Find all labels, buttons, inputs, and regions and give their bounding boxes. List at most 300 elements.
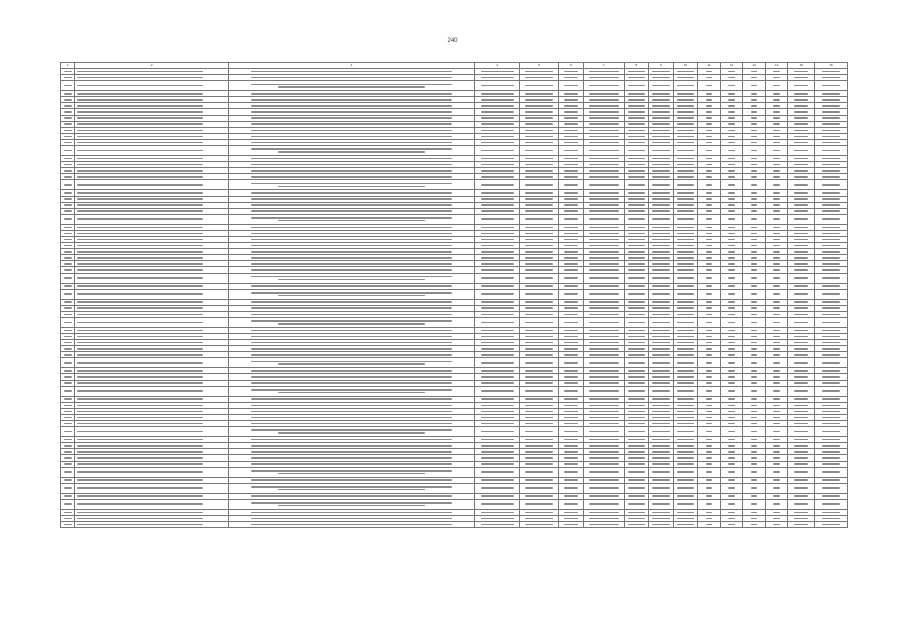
illegible-text-mark — [794, 451, 808, 453]
illegible-text-mark — [77, 227, 202, 229]
illegible-text-mark — [64, 479, 72, 481]
illegible-text-mark — [794, 417, 808, 419]
illegible-text-mark — [628, 218, 646, 220]
illegible-text-mark — [822, 218, 840, 220]
table-cell — [559, 273, 584, 283]
table-cell — [474, 467, 519, 477]
illegible-text-mark — [751, 192, 757, 194]
illegible-text-mark — [794, 142, 808, 144]
illegible-text-mark — [481, 348, 514, 350]
illegible-text-mark — [251, 512, 452, 514]
illegible-text-mark — [728, 170, 734, 172]
illegible-text-mark — [64, 293, 72, 295]
illegible-text-mark — [77, 445, 202, 447]
table-cell — [720, 180, 743, 190]
table-cell — [229, 427, 475, 437]
table-cell — [815, 483, 848, 493]
illegible-text-mark — [728, 142, 734, 144]
illegible-text-mark — [628, 445, 646, 447]
illegible-text-mark — [751, 123, 757, 125]
table-cell — [815, 521, 848, 527]
table-cell — [583, 214, 624, 224]
table-cell — [624, 273, 649, 283]
illegible-text-mark — [251, 217, 452, 219]
illegible-text-mark — [77, 293, 202, 295]
illegible-text-mark — [564, 150, 578, 152]
table-row — [61, 273, 848, 283]
illegible-text-mark — [652, 330, 670, 332]
illegible-text-mark — [677, 411, 695, 413]
illegible-text-mark — [794, 463, 808, 465]
table-row — [61, 81, 848, 91]
illegible-text-mark — [794, 239, 808, 241]
illegible-text-mark — [706, 524, 712, 526]
illegible-text-mark — [278, 220, 425, 222]
illegible-text-mark — [628, 487, 646, 489]
table-cell — [673, 317, 698, 327]
illegible-text-mark — [64, 314, 72, 316]
illegible-text-mark — [481, 322, 514, 324]
illegible-text-mark — [751, 170, 757, 172]
illegible-text-mark — [64, 417, 72, 419]
illegible-text-mark — [751, 336, 757, 338]
illegible-text-mark — [706, 390, 712, 392]
table-cell — [624, 180, 649, 190]
illegible-text-mark — [628, 93, 646, 95]
illegible-text-mark — [728, 487, 734, 489]
illegible-text-mark — [677, 142, 695, 144]
illegible-text-mark — [794, 423, 808, 425]
illegible-text-mark — [822, 405, 840, 407]
illegible-text-mark — [751, 257, 757, 259]
illegible-text-mark — [628, 322, 646, 324]
illegible-text-mark — [706, 239, 712, 241]
illegible-text-mark — [773, 123, 779, 125]
illegible-text-mark — [677, 512, 695, 514]
illegible-text-mark — [822, 293, 840, 295]
table-cell — [765, 499, 788, 509]
illegible-text-mark — [652, 218, 670, 220]
table-cell — [474, 427, 519, 437]
illegible-text-mark — [589, 99, 619, 101]
illegible-text-mark — [822, 150, 840, 152]
illegible-text-mark — [652, 512, 670, 514]
illegible-text-mark — [481, 301, 514, 303]
table-cell — [743, 81, 766, 91]
illegible-text-mark — [525, 164, 553, 166]
illegible-text-mark — [706, 322, 712, 324]
illegible-text-mark — [677, 77, 695, 79]
illegible-text-mark — [751, 479, 757, 481]
column-header: 16 — [815, 63, 848, 69]
illegible-text-mark — [728, 192, 734, 194]
table-cell — [743, 289, 766, 299]
table-cell — [765, 358, 788, 368]
illegible-text-mark — [77, 512, 202, 514]
illegible-text-mark — [589, 117, 619, 119]
illegible-text-mark — [751, 142, 757, 144]
illegible-text-mark — [481, 285, 514, 287]
illegible-text-mark — [564, 336, 578, 338]
illegible-text-mark — [564, 362, 578, 364]
illegible-text-mark — [751, 314, 757, 316]
illegible-text-mark — [773, 71, 779, 73]
illegible-text-mark — [706, 439, 712, 441]
illegible-text-mark — [628, 330, 646, 332]
illegible-text-mark — [251, 342, 452, 344]
illegible-text-mark — [64, 445, 72, 447]
illegible-text-mark — [677, 105, 695, 107]
illegible-text-mark — [564, 330, 578, 332]
table-cell — [520, 273, 559, 283]
table-cell — [815, 273, 848, 283]
illegible-text-mark — [564, 233, 578, 235]
illegible-text-mark — [794, 233, 808, 235]
illegible-text-mark — [589, 307, 619, 309]
illegible-text-mark — [525, 245, 553, 247]
table-cell — [698, 81, 721, 91]
illegible-text-mark — [773, 487, 779, 489]
illegible-text-mark — [589, 439, 619, 441]
illegible-text-mark — [822, 457, 840, 459]
table-cell — [75, 483, 229, 493]
illegible-text-mark — [525, 301, 553, 303]
illegible-text-mark — [77, 184, 202, 186]
illegible-text-mark — [794, 85, 808, 87]
illegible-text-mark — [728, 277, 734, 279]
illegible-text-mark — [822, 269, 840, 271]
illegible-text-mark — [564, 354, 578, 356]
illegible-text-mark — [525, 123, 553, 125]
table-cell — [698, 483, 721, 493]
illegible-text-mark — [525, 198, 553, 200]
illegible-text-mark — [481, 233, 514, 235]
illegible-text-mark — [822, 136, 840, 138]
illegible-text-mark — [628, 150, 646, 152]
illegible-text-mark — [77, 307, 202, 309]
illegible-text-mark — [751, 150, 757, 152]
table-cell — [75, 289, 229, 299]
illegible-text-mark — [64, 524, 72, 526]
illegible-text-mark — [525, 176, 553, 178]
illegible-text-mark — [77, 362, 202, 364]
illegible-text-mark — [822, 257, 840, 259]
illegible-text-mark — [794, 77, 808, 79]
illegible-text-mark — [589, 376, 619, 378]
illegible-text-mark — [251, 411, 452, 413]
illegible-text-mark — [794, 123, 808, 125]
illegible-text-mark — [628, 227, 646, 229]
illegible-text-mark — [481, 293, 514, 295]
illegible-text-mark — [706, 269, 712, 271]
illegible-text-mark — [64, 184, 72, 186]
illegible-text-mark — [677, 71, 695, 73]
illegible-text-mark — [564, 198, 578, 200]
illegible-text-mark — [628, 512, 646, 514]
illegible-text-mark — [677, 524, 695, 526]
illegible-text-mark — [64, 495, 72, 497]
illegible-text-mark — [77, 405, 202, 407]
illegible-text-mark — [677, 322, 695, 324]
table-cell — [520, 521, 559, 527]
table-cell — [583, 386, 624, 396]
table-cell — [61, 386, 75, 396]
data-table-wrapper — [60, 62, 848, 528]
table-cell — [75, 273, 229, 283]
illegible-text-mark — [251, 314, 452, 316]
table-cell — [520, 81, 559, 91]
illegible-text-mark — [481, 176, 514, 178]
illegible-text-mark — [77, 471, 202, 473]
illegible-text-mark — [564, 417, 578, 419]
column-header: 4 — [474, 63, 519, 69]
illegible-text-mark — [251, 245, 452, 247]
illegible-text-mark — [77, 192, 202, 194]
illegible-text-mark — [481, 117, 514, 119]
illegible-text-mark — [77, 210, 202, 212]
illegible-text-mark — [628, 479, 646, 481]
illegible-text-mark — [751, 348, 757, 350]
table-cell — [583, 467, 624, 477]
illegible-text-mark — [481, 245, 514, 247]
illegible-text-mark — [628, 198, 646, 200]
illegible-text-mark — [251, 93, 452, 95]
table-cell — [474, 146, 519, 156]
illegible-text-mark — [728, 71, 734, 73]
table-cell — [698, 521, 721, 527]
table-cell — [624, 467, 649, 477]
illegible-text-mark — [822, 382, 840, 384]
illegible-text-mark — [751, 431, 757, 433]
illegible-text-mark — [589, 198, 619, 200]
illegible-text-mark — [677, 158, 695, 160]
illegible-text-mark — [481, 164, 514, 166]
table-cell — [649, 317, 674, 327]
illegible-text-mark — [677, 518, 695, 520]
illegible-text-mark — [481, 451, 514, 453]
column-header: 13 — [743, 63, 766, 69]
table-cell — [229, 483, 475, 493]
illegible-text-mark — [525, 93, 553, 95]
illegible-text-mark — [822, 123, 840, 125]
illegible-text-mark — [77, 285, 202, 287]
illegible-text-mark — [652, 198, 670, 200]
illegible-text-mark — [652, 301, 670, 303]
table-cell — [649, 386, 674, 396]
illegible-text-mark — [64, 362, 72, 364]
illegible-text-mark — [677, 227, 695, 229]
illegible-text-mark — [794, 439, 808, 441]
illegible-text-mark — [525, 251, 553, 253]
illegible-text-mark — [751, 99, 757, 101]
illegible-text-mark — [728, 382, 734, 384]
illegible-text-mark — [589, 503, 619, 505]
illegible-text-mark — [822, 342, 840, 344]
illegible-text-mark — [525, 479, 553, 481]
table-cell — [75, 427, 229, 437]
illegible-text-mark — [706, 192, 712, 194]
illegible-text-mark — [706, 204, 712, 206]
illegible-text-mark — [628, 77, 646, 79]
illegible-text-mark — [251, 439, 452, 441]
table-cell — [815, 386, 848, 396]
illegible-text-mark — [481, 136, 514, 138]
table-cell — [583, 499, 624, 509]
illegible-text-mark — [728, 463, 734, 465]
illegible-text-mark — [481, 307, 514, 309]
illegible-text-mark — [652, 405, 670, 407]
illegible-text-mark — [481, 105, 514, 107]
illegible-text-mark — [628, 99, 646, 101]
illegible-text-mark — [677, 471, 695, 473]
illegible-text-mark — [706, 405, 712, 407]
table-cell — [649, 467, 674, 477]
illegible-text-mark — [628, 348, 646, 350]
illegible-text-mark — [652, 269, 670, 271]
illegible-text-mark — [773, 227, 779, 229]
illegible-text-mark — [652, 210, 670, 212]
illegible-text-mark — [77, 263, 202, 265]
table-cell — [673, 81, 698, 91]
illegible-text-mark — [652, 417, 670, 419]
illegible-text-mark — [251, 457, 452, 459]
illegible-text-mark — [728, 293, 734, 295]
table-cell — [720, 317, 743, 327]
illegible-text-mark — [481, 277, 514, 279]
illegible-text-mark — [251, 276, 452, 278]
illegible-text-mark — [794, 301, 808, 303]
illegible-text-mark — [589, 518, 619, 520]
table-cell — [624, 289, 649, 299]
illegible-text-mark — [706, 495, 712, 497]
illegible-text-mark — [564, 487, 578, 489]
table-cell — [520, 483, 559, 493]
table-cell — [61, 289, 75, 299]
illegible-text-mark — [652, 487, 670, 489]
illegible-text-mark — [822, 423, 840, 425]
table-cell — [673, 289, 698, 299]
illegible-text-mark — [706, 233, 712, 235]
illegible-text-mark — [481, 524, 514, 526]
illegible-text-mark — [773, 348, 779, 350]
illegible-text-mark — [773, 376, 779, 378]
illegible-text-mark — [751, 111, 757, 113]
table-cell — [765, 146, 788, 156]
table-cell — [649, 289, 674, 299]
table-row — [61, 386, 848, 396]
illegible-text-mark — [773, 184, 779, 186]
illegible-text-mark — [481, 431, 514, 433]
table-cell — [474, 521, 519, 527]
column-header: 9 — [649, 63, 674, 69]
illegible-text-mark — [822, 398, 840, 400]
illegible-text-mark — [481, 227, 514, 229]
illegible-text-mark — [652, 277, 670, 279]
illegible-text-mark — [794, 192, 808, 194]
illegible-text-mark — [677, 285, 695, 287]
illegible-text-mark — [822, 239, 840, 241]
illegible-text-mark — [794, 398, 808, 400]
illegible-text-mark — [589, 348, 619, 350]
illegible-text-mark — [794, 518, 808, 520]
illegible-text-mark — [251, 198, 452, 200]
illegible-text-mark — [64, 370, 72, 372]
illegible-text-mark — [628, 239, 646, 241]
illegible-text-mark — [64, 423, 72, 425]
table-cell — [559, 146, 584, 156]
table-cell — [743, 273, 766, 283]
illegible-text-mark — [728, 322, 734, 324]
table-cell — [75, 317, 229, 327]
illegible-text-mark — [794, 342, 808, 344]
illegible-text-mark — [589, 263, 619, 265]
table-cell — [765, 317, 788, 327]
illegible-text-mark — [706, 251, 712, 253]
illegible-text-mark — [251, 71, 452, 73]
table-cell — [765, 180, 788, 190]
illegible-text-mark — [677, 93, 695, 95]
table-cell — [474, 483, 519, 493]
illegible-text-mark — [773, 218, 779, 220]
illegible-text-mark — [481, 123, 514, 125]
table-cell — [559, 317, 584, 327]
illegible-text-mark — [773, 336, 779, 338]
illegible-text-mark — [251, 257, 452, 259]
illegible-text-mark — [564, 293, 578, 295]
illegible-text-mark — [728, 184, 734, 186]
illegible-text-mark — [773, 210, 779, 212]
illegible-text-mark — [589, 269, 619, 271]
illegible-text-mark — [822, 370, 840, 372]
illegible-text-mark — [628, 117, 646, 119]
table-cell — [624, 146, 649, 156]
illegible-text-mark — [728, 503, 734, 505]
illegible-text-mark — [751, 342, 757, 344]
illegible-text-mark — [251, 227, 452, 229]
illegible-text-mark — [481, 354, 514, 356]
illegible-text-mark — [706, 342, 712, 344]
illegible-text-mark — [677, 277, 695, 279]
illegible-text-mark — [564, 301, 578, 303]
illegible-text-mark — [564, 348, 578, 350]
illegible-text-mark — [251, 479, 452, 481]
illegible-text-mark — [751, 487, 757, 489]
illegible-text-mark — [728, 479, 734, 481]
illegible-text-mark — [773, 518, 779, 520]
illegible-text-mark — [706, 382, 712, 384]
illegible-text-mark — [677, 123, 695, 125]
illegible-text-mark — [822, 142, 840, 144]
illegible-text-mark — [77, 431, 202, 433]
illegible-text-mark — [794, 257, 808, 259]
illegible-text-mark — [728, 198, 734, 200]
table-cell — [229, 146, 475, 156]
illegible-text-mark — [822, 512, 840, 514]
illegible-text-mark — [822, 105, 840, 107]
illegible-text-mark — [652, 105, 670, 107]
illegible-text-mark — [525, 439, 553, 441]
table-cell — [624, 81, 649, 91]
illegible-text-mark — [628, 376, 646, 378]
illegible-text-mark — [728, 77, 734, 79]
illegible-text-mark — [525, 503, 553, 505]
illegible-text-mark — [525, 370, 553, 372]
illegible-text-mark — [77, 164, 202, 166]
illegible-text-mark — [628, 354, 646, 356]
table-cell — [788, 273, 815, 283]
table-cell — [559, 180, 584, 190]
illegible-text-mark — [728, 176, 734, 178]
